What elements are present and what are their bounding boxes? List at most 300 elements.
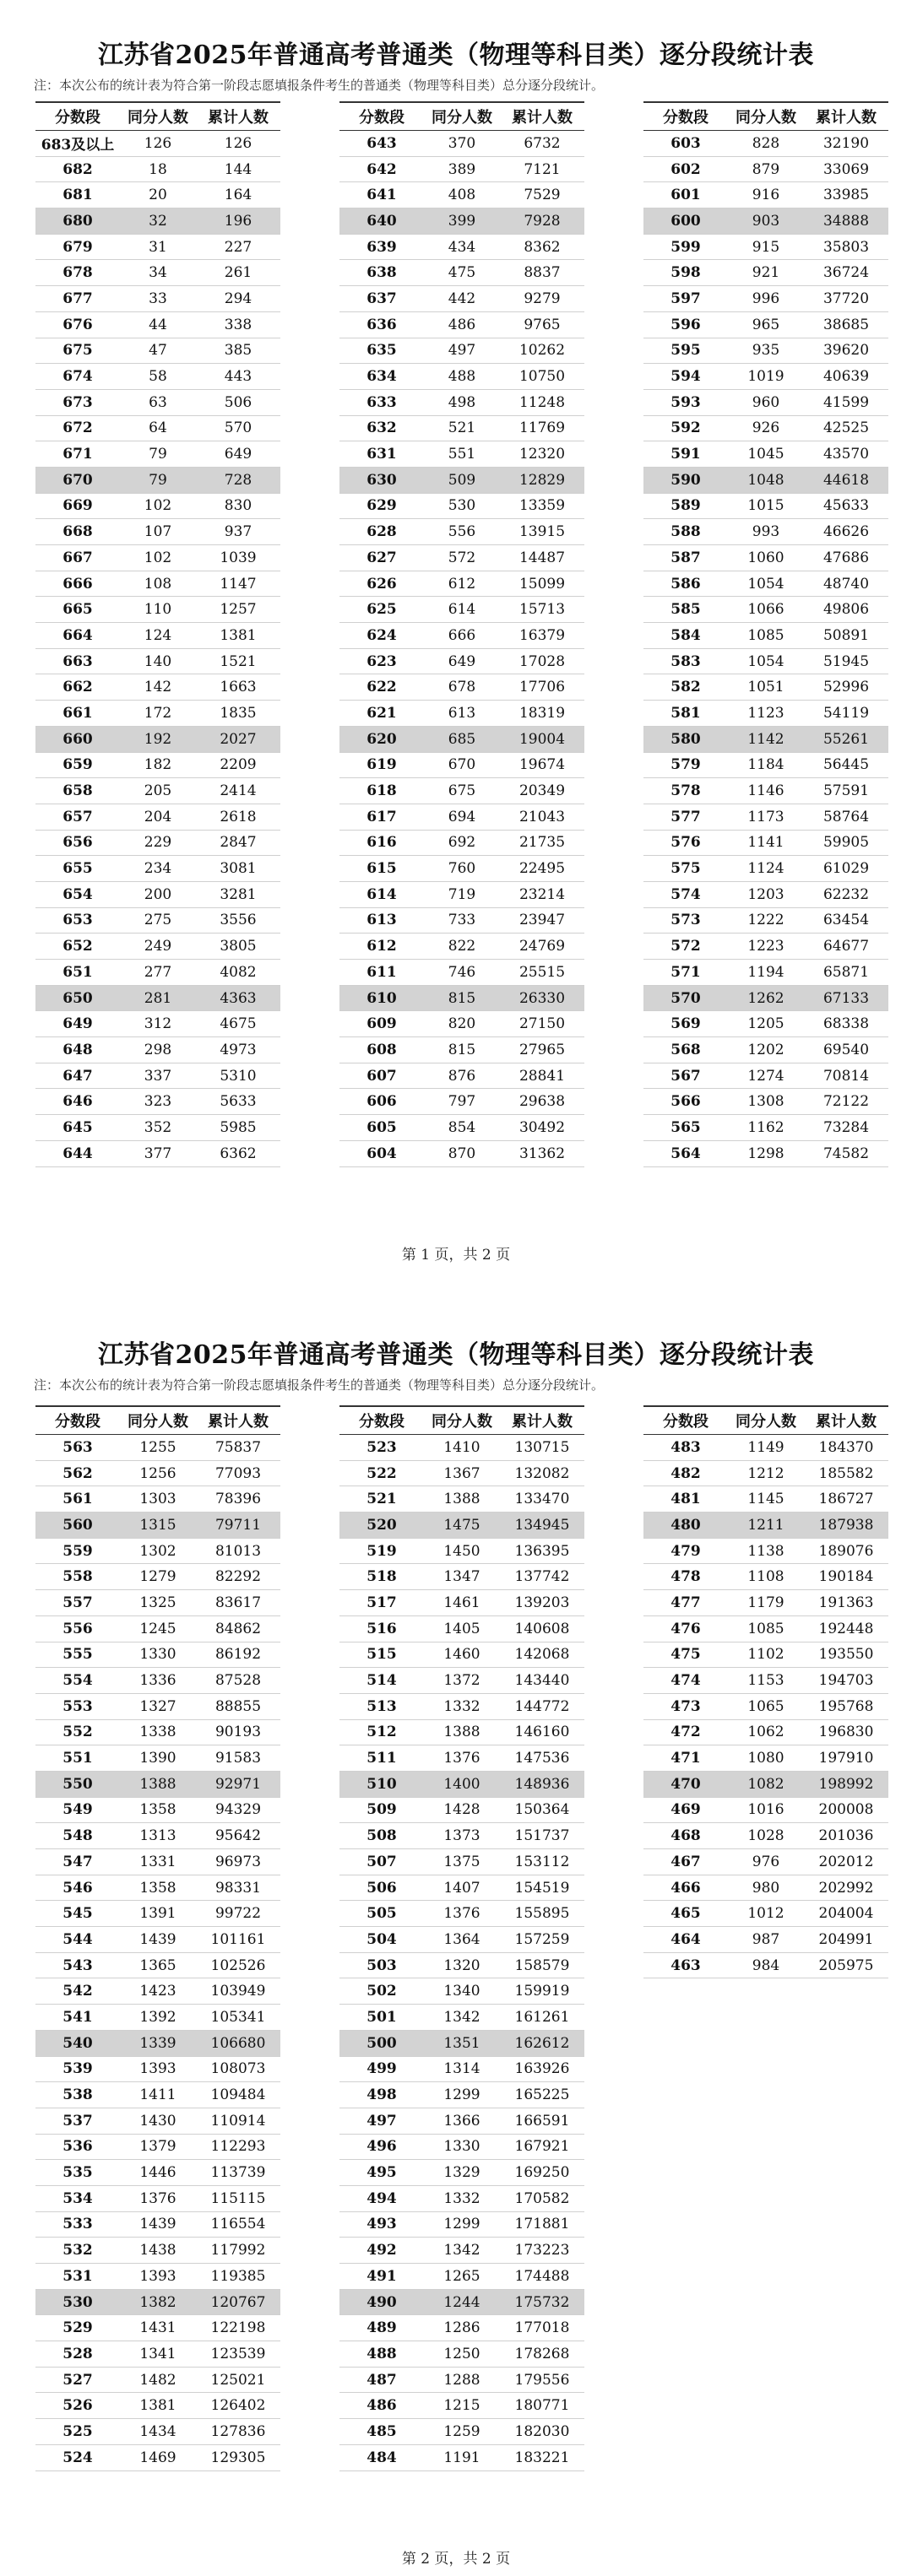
table-row (643, 467, 888, 493)
score-cell: 563 (35, 1435, 120, 1461)
table-row (35, 1590, 280, 1616)
cumulative-count-cell: 139203 (500, 1590, 584, 1616)
table-header-row (643, 1406, 888, 1435)
cumulative-count-cell: 21735 (500, 830, 584, 856)
cumulative-count-cell: 2847 (196, 830, 280, 856)
table-row (339, 1797, 584, 1823)
header-same-score-count: 同分人数 (728, 1406, 804, 1435)
cumulative-count-cell: 17028 (500, 648, 584, 674)
table-row (339, 286, 584, 312)
header-cumulative-count: 累计人数 (500, 102, 584, 131)
same-score-count-cell: 1411 (120, 2082, 196, 2108)
score-cell: 542 (35, 1978, 120, 2005)
same-score-count-cell: 960 (728, 389, 804, 415)
cumulative-count-cell: 25515 (500, 960, 584, 986)
cumulative-count-cell: 61029 (804, 856, 888, 882)
table-row (339, 2185, 584, 2211)
cumulative-count-cell: 63454 (804, 907, 888, 934)
cumulative-count-cell: 196 (196, 208, 280, 235)
score-cell: 562 (35, 1460, 120, 1486)
table-row (339, 934, 584, 960)
same-score-count-cell: 1388 (120, 1771, 196, 1797)
table-row (35, 1719, 280, 1745)
score-cell: 574 (643, 881, 728, 907)
cumulative-count-cell: 153112 (500, 1849, 584, 1875)
table-row (339, 2341, 584, 2368)
score-cell: 592 (643, 415, 728, 441)
score-cell: 674 (35, 364, 120, 390)
same-score-count-cell: 1286 (424, 2315, 500, 2341)
score-table-column-2 (339, 101, 584, 1167)
score-cell: 466 (643, 1875, 728, 1901)
cumulative-count-cell: 105341 (196, 2005, 280, 2031)
score-cell: 586 (643, 571, 728, 597)
score-cell: 531 (35, 2264, 120, 2290)
table-row (339, 260, 584, 286)
table-row (643, 1952, 888, 1978)
same-score-count-cell: 551 (424, 441, 500, 468)
score-cell: 581 (643, 701, 728, 727)
table-row (35, 156, 280, 182)
cumulative-count-cell: 95642 (196, 1823, 280, 1849)
same-score-count-cell: 521 (424, 415, 500, 441)
score-cell: 552 (35, 1719, 120, 1745)
same-score-count-cell: 1262 (728, 985, 804, 1011)
cumulative-count-cell: 55261 (804, 726, 888, 752)
same-score-count-cell: 1279 (120, 1564, 196, 1590)
table-row (35, 571, 280, 597)
cumulative-count-cell: 185582 (804, 1460, 888, 1486)
score-cell: 488 (339, 2341, 424, 2368)
same-score-count-cell: 44 (120, 311, 196, 338)
table-row (35, 674, 280, 701)
table-row (339, 1011, 584, 1037)
same-score-count-cell: 815 (424, 985, 500, 1011)
table-row (35, 960, 280, 986)
table-row (643, 1927, 888, 1953)
score-cell: 645 (35, 1115, 120, 1141)
table-row (643, 1460, 888, 1486)
table-row (35, 1513, 280, 1539)
cumulative-count-cell: 202012 (804, 1849, 888, 1875)
score-cell: 681 (35, 182, 120, 208)
table-row (339, 674, 584, 701)
score-cell: 528 (35, 2341, 120, 2368)
cumulative-count-cell: 62232 (804, 881, 888, 907)
score-cell: 642 (339, 156, 424, 182)
score-cell: 490 (339, 2289, 424, 2315)
score-cell: 578 (643, 778, 728, 804)
score-cell: 643 (339, 131, 424, 157)
same-score-count-cell: 1028 (728, 1823, 804, 1849)
score-cell: 602 (643, 156, 728, 182)
score-cell: 649 (35, 1011, 120, 1037)
cumulative-count-cell: 204991 (804, 1927, 888, 1953)
score-cell: 471 (643, 1745, 728, 1772)
table-row (643, 752, 888, 778)
table-row (643, 778, 888, 804)
cumulative-count-cell: 3081 (196, 856, 280, 882)
score-cell: 536 (35, 2134, 120, 2160)
table-row (643, 1115, 888, 1141)
cumulative-count-cell: 16379 (500, 623, 584, 649)
score-cell: 518 (339, 1564, 424, 1590)
same-score-count-cell: 275 (120, 907, 196, 934)
score-cell: 611 (339, 960, 424, 986)
table-row (35, 1797, 280, 1823)
cumulative-count-cell: 92971 (196, 1771, 280, 1797)
same-score-count-cell: 1265 (424, 2264, 500, 2290)
score-cell: 539 (35, 2056, 120, 2082)
score-cell: 656 (35, 830, 120, 856)
same-score-count-cell: 1202 (728, 1037, 804, 1063)
cumulative-count-cell: 98331 (196, 1875, 280, 1901)
table-row (339, 1486, 584, 1513)
table-row (35, 1849, 280, 1875)
same-score-count-cell: 1142 (728, 726, 804, 752)
cumulative-count-cell: 81013 (196, 1538, 280, 1564)
cumulative-count-cell: 20349 (500, 778, 584, 804)
cumulative-count-cell: 11769 (500, 415, 584, 441)
score-cell: 541 (35, 2005, 120, 2031)
same-score-count-cell: 1423 (120, 1978, 196, 2005)
score-cell: 505 (339, 1901, 424, 1927)
same-score-count-cell: 1244 (424, 2289, 500, 2315)
cumulative-count-cell: 192448 (804, 1615, 888, 1642)
table-row (643, 960, 888, 986)
cumulative-count-cell: 75837 (196, 1435, 280, 1461)
score-cell: 482 (643, 1460, 728, 1486)
same-score-count-cell: 1338 (120, 1719, 196, 1745)
cumulative-count-cell: 110914 (196, 2108, 280, 2134)
same-score-count-cell: 1376 (424, 1745, 500, 1772)
score-table-column-2 (339, 1405, 584, 2471)
score-cell: 550 (35, 1771, 120, 1797)
cumulative-count-cell: 294 (196, 286, 280, 312)
score-cell: 600 (643, 208, 728, 235)
cumulative-count-cell: 385 (196, 338, 280, 364)
table-row (35, 597, 280, 623)
same-score-count-cell: 926 (728, 415, 804, 441)
table-row (35, 2341, 280, 2368)
table-row (35, 2367, 280, 2393)
score-cell: 465 (643, 1901, 728, 1927)
score-cell: 484 (339, 2444, 424, 2470)
table-row (339, 2030, 584, 2056)
cumulative-count-cell: 123539 (196, 2341, 280, 2368)
table-row (339, 2264, 584, 2290)
score-cell: 671 (35, 441, 120, 468)
table-row (643, 441, 888, 468)
table-row (643, 674, 888, 701)
table-row (35, 545, 280, 571)
cumulative-count-cell: 29638 (500, 1089, 584, 1115)
same-score-count-cell: 486 (424, 311, 500, 338)
same-score-count-cell: 281 (120, 985, 196, 1011)
table-header-row (35, 102, 280, 131)
score-cell: 669 (35, 493, 120, 519)
table-row (339, 907, 584, 934)
same-score-count-cell: 870 (424, 1140, 500, 1166)
score-cell: 675 (35, 338, 120, 364)
same-score-count-cell: 312 (120, 1011, 196, 1037)
same-score-count-cell: 1372 (424, 1668, 500, 1694)
score-cell: 551 (35, 1745, 120, 1772)
table-row (35, 2185, 280, 2211)
score-cell: 666 (35, 571, 120, 597)
cumulative-count-cell: 506 (196, 389, 280, 415)
same-score-count-cell: 1327 (120, 1693, 196, 1719)
score-cell: 572 (643, 934, 728, 960)
same-score-count-cell: 1222 (728, 907, 804, 934)
header-score-range: 分数段 (339, 1406, 424, 1435)
score-cell: 660 (35, 726, 120, 752)
score-cell: 629 (339, 493, 424, 519)
page-title: 江苏省2025年普通高考普通类（物理等科目类）逐分段统计表 (98, 41, 814, 70)
same-score-count-cell: 204 (120, 804, 196, 830)
same-score-count-cell: 760 (424, 856, 500, 882)
table-row (339, 1564, 584, 1590)
same-score-count-cell: 916 (728, 182, 804, 208)
table-row (643, 1875, 888, 1901)
cumulative-count-cell: 21043 (500, 804, 584, 830)
cumulative-count-cell: 5310 (196, 1063, 280, 1089)
cumulative-count-cell: 10262 (500, 338, 584, 364)
same-score-count-cell: 915 (728, 234, 804, 260)
same-score-count-cell: 1340 (424, 1978, 500, 2005)
table-row (643, 1615, 888, 1642)
same-score-count-cell: 797 (424, 1089, 500, 1115)
score-cell: 615 (339, 856, 424, 882)
table-row (339, 985, 584, 1011)
cumulative-count-cell: 2027 (196, 726, 280, 752)
score-cell: 554 (35, 1668, 120, 1694)
same-score-count-cell: 1015 (728, 493, 804, 519)
table-row (643, 804, 888, 830)
table-row (643, 389, 888, 415)
same-score-count-cell: 1256 (120, 1460, 196, 1486)
table-row (35, 1037, 280, 1063)
table-row (643, 597, 888, 623)
table-row (643, 1693, 888, 1719)
table-row (35, 2134, 280, 2160)
table-row (35, 2005, 280, 2031)
score-cell: 680 (35, 208, 120, 235)
cumulative-count-cell: 126 (196, 131, 280, 157)
same-score-count-cell: 1358 (120, 1875, 196, 1901)
same-score-count-cell: 876 (424, 1063, 500, 1089)
same-score-count-cell: 1410 (424, 1435, 500, 1461)
cumulative-count-cell: 158579 (500, 1952, 584, 1978)
same-score-count-cell: 1379 (120, 2134, 196, 2160)
table-row (339, 1435, 584, 1461)
same-score-count-cell: 298 (120, 1037, 196, 1063)
header-cumulative-count: 累计人数 (804, 1406, 888, 1435)
score-cell: 557 (35, 1590, 120, 1616)
table-row (35, 2211, 280, 2238)
score-cell: 635 (339, 338, 424, 364)
table-row (643, 907, 888, 934)
cumulative-count-cell: 67133 (804, 985, 888, 1011)
same-score-count-cell: 670 (424, 752, 500, 778)
score-cell: 653 (35, 907, 120, 934)
score-cell: 608 (339, 1037, 424, 1063)
table-row (339, 234, 584, 260)
cumulative-count-cell: 96973 (196, 1849, 280, 1875)
same-score-count-cell: 33 (120, 286, 196, 312)
score-cell: 520 (339, 1513, 424, 1539)
same-score-count-cell: 1382 (120, 2289, 196, 2315)
cumulative-count-cell: 26330 (500, 985, 584, 1011)
table-row (339, 415, 584, 441)
score-cell: 555 (35, 1642, 120, 1668)
cumulative-count-cell: 162612 (500, 2030, 584, 2056)
table-row (339, 182, 584, 208)
table-row (643, 1037, 888, 1063)
table-row (339, 364, 584, 390)
score-cell: 543 (35, 1952, 120, 1978)
same-score-count-cell: 1203 (728, 881, 804, 907)
table-row (643, 234, 888, 260)
same-score-count-cell: 993 (728, 519, 804, 545)
same-score-count-cell: 434 (424, 234, 500, 260)
same-score-count-cell: 1194 (728, 960, 804, 986)
same-score-count-cell: 277 (120, 960, 196, 986)
cumulative-count-cell: 3281 (196, 881, 280, 907)
score-cell: 595 (643, 338, 728, 364)
cumulative-count-cell: 46626 (804, 519, 888, 545)
table-row (35, 1823, 280, 1849)
cumulative-count-cell: 169250 (500, 2160, 584, 2186)
table-row (643, 726, 888, 752)
same-score-count-cell: 1153 (728, 1668, 804, 1694)
table-row (339, 519, 584, 545)
cumulative-count-cell: 47686 (804, 545, 888, 571)
score-cell: 538 (35, 2082, 120, 2108)
same-score-count-cell: 1400 (424, 1771, 500, 1797)
score-cell: 479 (643, 1538, 728, 1564)
score-cell: 470 (643, 1771, 728, 1797)
cumulative-count-cell: 42525 (804, 415, 888, 441)
cumulative-count-cell: 10750 (500, 364, 584, 390)
same-score-count-cell: 126 (120, 131, 196, 157)
score-cell: 594 (643, 364, 728, 390)
same-score-count-cell: 192 (120, 726, 196, 752)
same-score-count-cell: 1048 (728, 467, 804, 493)
table-row (643, 311, 888, 338)
cumulative-count-cell: 54119 (804, 701, 888, 727)
score-cell: 603 (643, 131, 728, 157)
same-score-count-cell: 1439 (120, 2211, 196, 2238)
table-row (339, 1978, 584, 2005)
score-cell: 661 (35, 701, 120, 727)
table-row (35, 1435, 280, 1461)
cumulative-count-cell: 204004 (804, 1901, 888, 1927)
cumulative-count-cell: 19004 (500, 726, 584, 752)
table-row (339, 1538, 584, 1564)
score-cell: 491 (339, 2264, 424, 2290)
cumulative-count-cell: 151737 (500, 1823, 584, 1849)
score-cell: 573 (643, 907, 728, 934)
table-row (339, 1037, 584, 1063)
same-score-count-cell: 935 (728, 338, 804, 364)
same-score-count-cell: 614 (424, 597, 500, 623)
table-row (339, 2211, 584, 2238)
table-row (35, 2030, 280, 2056)
table-row (339, 1849, 584, 1875)
score-table-column-3 (643, 101, 888, 1167)
score-cell: 515 (339, 1642, 424, 1668)
table-row (643, 1140, 888, 1166)
same-score-count-cell: 1329 (424, 2160, 500, 2186)
score-cell: 511 (339, 1745, 424, 1772)
table-row (339, 467, 584, 493)
same-score-count-cell: 1211 (728, 1513, 804, 1539)
table-row (35, 182, 280, 208)
same-score-count-cell: 1376 (120, 2185, 196, 2211)
same-score-count-cell: 996 (728, 286, 804, 312)
table-row (339, 441, 584, 468)
same-score-count-cell: 1446 (120, 2160, 196, 2186)
cumulative-count-cell: 59905 (804, 830, 888, 856)
score-cell: 634 (339, 364, 424, 390)
table-row (643, 1719, 888, 1745)
score-cell: 647 (35, 1063, 120, 1089)
cumulative-count-cell: 32190 (804, 131, 888, 157)
table-row (643, 1435, 888, 1461)
header-cumulative-count: 累计人数 (500, 1406, 584, 1435)
cumulative-count-cell: 1381 (196, 623, 280, 649)
score-cell: 523 (339, 1435, 424, 1461)
score-cell: 670 (35, 467, 120, 493)
score-cell: 544 (35, 1927, 120, 1953)
cumulative-count-cell: 2209 (196, 752, 280, 778)
score-cell: 652 (35, 934, 120, 960)
same-score-count-cell: 352 (120, 1115, 196, 1141)
score-cell: 569 (643, 1011, 728, 1037)
same-score-count-cell: 1138 (728, 1538, 804, 1564)
table-header-row (35, 1406, 280, 1435)
same-score-count-cell: 1123 (728, 701, 804, 727)
cumulative-count-cell: 68338 (804, 1011, 888, 1037)
same-score-count-cell: 1205 (728, 1011, 804, 1037)
same-score-count-cell: 1388 (424, 1486, 500, 1513)
cumulative-count-cell: 65871 (804, 960, 888, 986)
cumulative-count-cell: 27150 (500, 1011, 584, 1037)
cumulative-count-cell: 122198 (196, 2315, 280, 2341)
cumulative-count-cell: 69540 (804, 1037, 888, 1063)
table-row (339, 2134, 584, 2160)
score-cell: 657 (35, 804, 120, 830)
score-cell: 620 (339, 726, 424, 752)
header-same-score-count: 同分人数 (120, 102, 196, 131)
table-row (35, 1668, 280, 1694)
cumulative-count-cell: 180771 (500, 2393, 584, 2419)
cumulative-count-cell: 1663 (196, 674, 280, 701)
score-cell: 576 (643, 830, 728, 856)
table-row (35, 1538, 280, 1564)
table-row (35, 2264, 280, 2290)
same-score-count-cell: 1428 (424, 1797, 500, 1823)
same-score-count-cell: 1045 (728, 441, 804, 468)
table-row (339, 156, 584, 182)
score-table-column-1 (35, 101, 280, 1167)
cumulative-count-cell: 134945 (500, 1513, 584, 1539)
same-score-count-cell: 1347 (424, 1564, 500, 1590)
score-cell: 589 (643, 493, 728, 519)
table-row (35, 623, 280, 649)
cumulative-count-cell: 86192 (196, 1642, 280, 1668)
